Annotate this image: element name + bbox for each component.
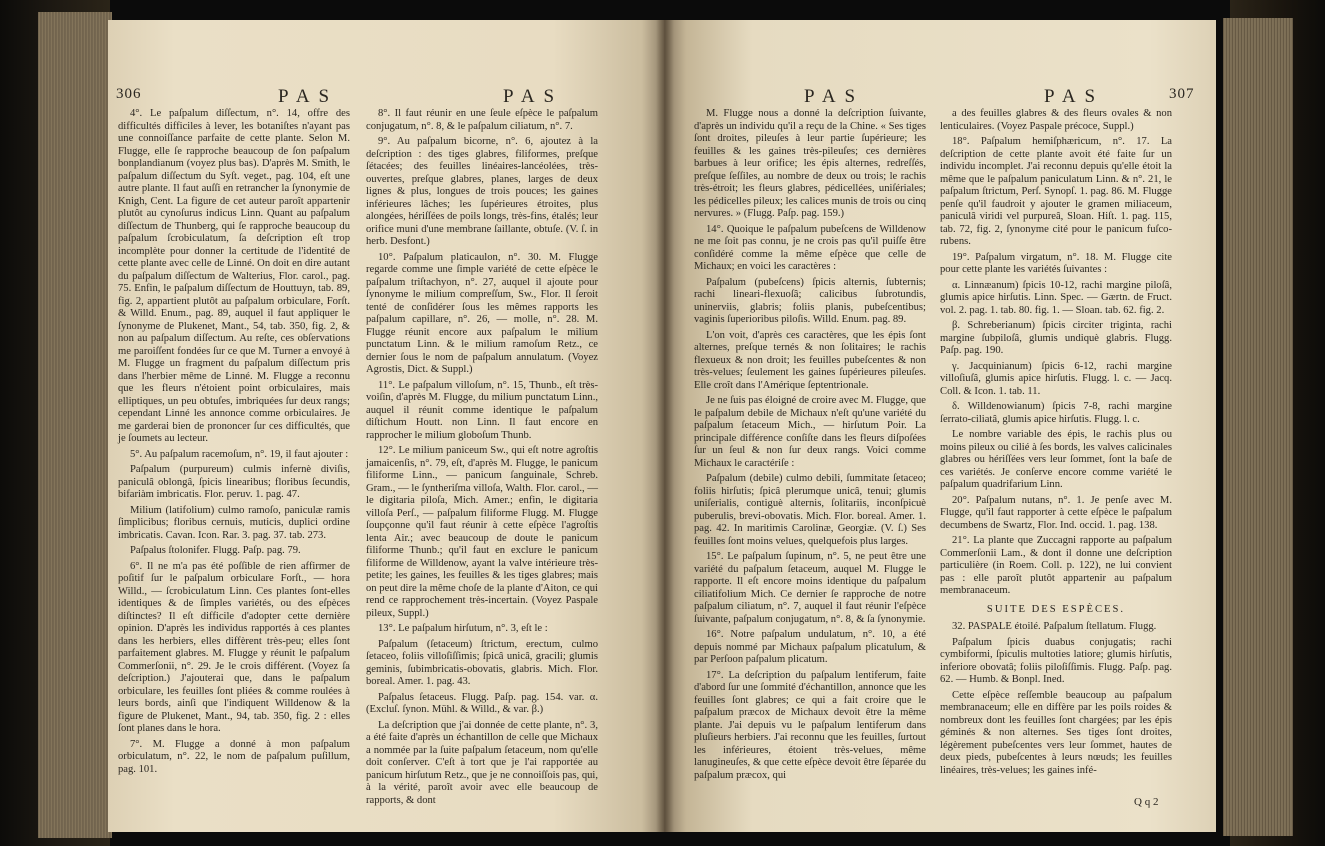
paragraph: γ. Jacquinianum) ſpicis 6-12, rachi margine villoſiuſâ, glumis apice hirſutis. Flugg. l. c. — Jacq. Coll. & Icon. 1. tab. 11.: [940, 360, 1172, 397]
text-column-2: [366, 108, 598, 810]
paragraph: 4°. Le paſpalum diſſectum, n°. 14, offre des difficultés difficiles à lever, les botaniſtes n'ayant pas une connoiſſance parfaite de cette plante. Selon M. Flugge, elle ſe rapproche beaucoup de ſon paſpalum bonplandianum (voyez plus bas). D'après M. Smith, le paſpalum diſſectum du Syſt. veget., pag. 104, eſt une autre plante. Il faut auſſi en retrancher la ſynonymie de Knigh, Cent. La figure de cet auteur paroît appartenir plutôt au cynoſurus indicus Linn. Quant au paſpalum diſſectum de Thunberg, qui ſe rapproche beaucoup du paſpalum ſcrobiculatum, ſa deſcription eſt trop incomplète pour donner la certitude de l'identité de cette plante avec celle de Linné. On doit en dire autant du paſpalum diſſectum de Walterius, Flor. carol., pag. 75. Enfin, le paſpalum diſſectum de Houttuyn, tab. 89, fig. 2, appartient plutôt au paſpalum orbiculare, Forſt. & Willd. Enum., pag. 89, auquel il faut appliquer le ſynonyme de Plukenet, Mant., 54, tab. 350, fig. 2, & non au paſpalum diſſectum. Au reſte, ces obſervations me paroiſſent fondées ſur ce que M. Turner a envoyé à M. Flugge un fragment du paſpalum diſſectum pris dans l'herbier même de Linné. M. Flugge a reconnu que les fleurs n'étoient point orbiculaires, mais elliptiques, un peu obtuſes, imbriquées ſur deux rangs; cependant Linné les annonce comme orbiculaires. Je me garderai bien de prononcer ſur ces difficultés, que je ſoumets au lecteur.: [118, 108, 350, 444]
paragraph: Le nombre variable des épis, le rachis plus ou moins pileux ou cilié à ſes bords, les valves calicinales glabres ou hériſſées vers leur ſommet, ſont la baſe de ces variétés. Je conſerve encore comme variété le paſpalum quadrifarium Linn.: [940, 429, 1172, 490]
paragraph: a des feuilles glabres & des fleurs ovales & non lenticulaires. (Voyez Paspale précoce, Suppl.): [940, 108, 1172, 132]
section-heading: SUITE DES ESPÈCES.: [986, 603, 1126, 615]
paragraph: 8°. Il faut réunir en une ſeule eſpèce le paſpalum conjugatum, n°. 8, & le paſpalum ciliatum, n°. 7.: [366, 108, 598, 132]
signature-mark: Q q 2: [1134, 796, 1159, 808]
paragraph: 12°. Le milium paniceum Sw., qui eſt notre agroſtis jamaicenſis, n°. 79, eſt, d'après M. Flugge, le panicum filiforme Linn., — panicum ſanguinale, Schreb. Gram., — le ſyntheriſma villoſa, Walth. Flor. carol., — le digitaria piloſa, Mich. Amer.; enfin, le digitaria villoſa Perſ., — paſpalum filiforme Flugg. M. Flugge ſoupçonne qu'il faut réunir à cette eſpèce l'agroſtis lenta Air.; avec beaucoup de doute le panicum filiforme Thunb.; qu'il faut en exclure le panicum filiforme de Willdenow, ayant la valve intérieure très-petite; les gaines, les feuilles & les tiges glabres; mais on peut dire la même choſe de la plante d'Aiton, ce qui rend ce rapprochement très-incertain. (Voyez Paspale pileux, Suppl.): [366, 445, 598, 619]
page-number: 307: [1169, 86, 1195, 102]
text-column-1: [694, 108, 926, 785]
paragraph: Paſpalus ſetaceus. Flugg. Paſp. pag. 154. var. α. (Excluſ. ſynon. Mühl. & Willd., & var. β.): [366, 691, 598, 715]
left-page-edges: [38, 12, 112, 838]
paragraph: 19°. Paſpalum virgatum, n°. 18. M. Flugge cite pour cette plante les variétés ſuivantes :: [940, 251, 1172, 275]
paragraph: Paſpalum (ſetaceum) ſtrictum, erectum, culmo ſetaceo, foliis villoſiſſimis; ſpicâ unicâ, gracili; glumis geminis, ſubimbricatis-obovatis, glabris. Mich. Flor. boreal. Amer. 1. pag. 43.: [366, 638, 598, 687]
paragraph: 20°. Paſpalum nutans, n°. 1. Je penſe avec M. Flugge, qu'il faut rapporter à cette eſpèce le paſpalum decumbens de Swartz, Flor. Ind. occid. 1. pag. 138.: [940, 494, 1172, 531]
running-head: PAS: [1044, 86, 1105, 107]
paragraph: 17°. La deſcription du paſpalum lentiferum, faite d'abord ſur une ſommité d'échantillon, annonce que les feuilles ſont glabres; ce qui a fait croire que le paſpalum præcox de Michaux devoit être la même plante. J'ai depuis vu le paſpalum lentiferum dans pluſieurs herbiers. J'ai reconnu que les feuilles, ſurtout les inférieures, étoient très-velues, même lanugineuſes, & que cette eſpèce devoit être ſéparée du paſpalum præcox, qui: [694, 669, 926, 781]
text-column-1: [118, 108, 350, 779]
paragraph: 13°. Le paſpalum hirſutum, n°. 3, eſt le :: [378, 623, 548, 634]
paragraph: La deſcription que j'ai donnée de cette plante, n°. 3, a été faite d'après un échantillon de celle que Michaux a nommée par la ſuite paſpalum ſetaceum, nom qu'elle doit conſerver. C'eſt à tort que je l'ai rapportée au panicum hirſutum Retz., que je ne connoiſſois pas, qui, à la vérité, paroît avoir avec elle beaucoup de rapports, & dont: [366, 719, 598, 806]
paragraph: 14°. Quoique le paſpalum pubeſcens de Willdenow ne me ſoit pas connu, je ne crois pas qu'il puiſſe être conſidéré comme la même eſpèce que celle de Michaux; en voici les caractères :: [694, 223, 926, 272]
paragraph: Milium (latifolium) culmo ramoſo, paniculæ ramis ſimplicibus; floribus cernuis, muticis, duplici ordine imbricatis. Cavan. Icon. Rar. 3. pag. 37. tab. 273.: [118, 504, 350, 541]
paragraph: Paſpalum (purpureum) culmis infernè diviſis, paniculâ oblongâ, ſpicis linearibus; floribus ſecundis, bifariàm imbricatis. Flor. peruv. 1. pag. 47.: [118, 464, 350, 500]
paragraph: 9°. Au paſpalum bicorne, n°. 6, ajoutez à la deſcription : des tiges glabres, filiformes, preſque ſétacées; des feuilles linéaires-lancéolées, très-ouvertes, preſque glabres, planes, larges de deux lignes & plus, longues de trois pouces; les gaines inférieures lâches; les ſupérieures étroites, plus alongées, hériſſées de poils longs, très-fins, étalés; leur orifice muni d'une membrane ſaillante, obtuſe. (V. ſ. in herb. Desfont.): [366, 136, 598, 247]
paragraph: 11°. Le paſpalum villoſum, n°. 15, Thunb., eſt très-voiſin, d'après M. Flugge, du milium punctatum Linn., auquel il réunit comme identique le paſpalum diſtichum Houtt. non Linn. Il faut encore en rapprocher le milium globoſum Thunb.: [366, 379, 598, 441]
paragraph: M. Flugge nous a donné la deſcription ſuivante, d'après un individu qu'il a reçu de la Chine. « Ses tiges ſont droites, pileuſes à leur partie ſupérieure; les feuilles & les gaines très-pileuſes; ces dernières barbues à leur orifice; les épis alternes, redreſſés, preſque ſeſſiles, au nombre de deux ou trois; le rachis très-étroit; les fleurs glabres, pédicellées, uniſériales; les pédicelles pileux; les calices munis de trois ou cinq nervures. » (Flugg. Paſp. pag. 159.): [694, 108, 926, 219]
book-gutter: [656, 20, 674, 832]
running-head: PAS: [278, 86, 339, 107]
paragraph: Paſpalum ſpicis duabus conjugatis; rachi cymbiformi, ſpiculis multoties latiore; glumis hirſutis, inferiore obovatâ; foliis piloſiſſimis. Flugg. Paſp. pag. 62. — Humb. & Bonpl. Ined.: [940, 636, 1172, 685]
paragraph: Cette eſpèce reſſemble beaucoup au paſpalum membranaceum; elle en diffère par les poils roides & nombreux dont les feuilles ſont chargées; par les épis géminés & non alternes. Ses tiges ſont droites, légèrement pubeſcentes vers leur ſommet, hautes de deux pieds, pubeſcentes à leurs nœuds; les feuilles linéaires, très-velues; les gaines infé-: [940, 689, 1172, 776]
paragraph: 5°. Au paſpalum racemoſum, n°. 19, il faut ajouter :: [130, 448, 349, 460]
text-column-2: [940, 108, 1172, 780]
paragraph: Paſpalus ſtolonifer. Flugg. Paſp. pag. 79.: [130, 545, 301, 556]
paragraph: 7°. M. Flugge a donné à mon paſpalum orbiculatum, n°. 22, le nom de paſpalum puſillum, pag. 101.: [118, 738, 350, 775]
paragraph: 18°. Paſpalum hemiſphæricum, n°. 17. La deſcription de cette plante avoit été faite ſur un individu incomplet. J'ai reconnu depuis qu'elle étoit la même que le paſpalum paniculatum Linn. & n°. 21, le paſpalum ſtrictum, Perſ. Synopſ. 1. pag. 86. M. Flugge penſe qu'il faudroit y ajouter le gramen miliaceum, paniculâ viridi vel purpureâ, Sloan. Hiſt. 1. pag. 115, tab. 72, fig. 2, ſynonyme cité pour le panicum fuſco-rubens.: [940, 136, 1172, 247]
paragraph: 6°. Il ne m'a pas été poſſible de rien affirmer de poſitif ſur le paſpalum orbiculare Forſt., — hora Willd., — ſcrobiculatum Linn. Ces plantes ſont-elles identiques & de ſimples variétés, ou des eſpèces diſtinctes? Il eſt difficile d'adopter cette dernière opinion. D'après les individus rapportés à ces plantes dans les herbiers, elles diffèrent très-peu; elles ſont parfaitement glabres. M. Flugge y réunit le paſpalum Commerſonii, n°. 29. Je le crois différent. (Voyez ſa deſcription.) J'ajouterai que, dans le paſpalum orbiculare, les feuilles ſont pliées & comme roulées à leurs bords, ainſi que l'indiquent Willdenow & la figure de Plukenet, Mant., 94, tab. 350, fig. 2 : elles ſont planes dans le hora.: [118, 560, 350, 734]
paragraph: α. Linnæanum) ſpicis 10-12, rachi margine piloſâ, glumis apice hirſutis. Linn. Spec. — Gærtn. de Fruct. vol. 2. pag. 1. tab. 80. fig. 1. — Sloan. tab. 62. fig. 2.: [940, 279, 1172, 316]
running-head: PAS: [804, 86, 865, 107]
paragraph: Paſpalum (pubeſcens) ſpicis alternis, ſubternis; rachi lineari-flexuoſâ; calicibus ſubrotundis, uninerviis, glabris; foliis planis, pubeſcentibus; vaginis ſuperioribus piloſis. Willd. Enum. pag. 89.: [694, 276, 926, 325]
paragraph: Paſpalum (debile) culmo debili, ſummitate ſetaceo; foliis hirſutis; ſpicâ plerumque unicâ, tenui; glumis uniſerialis, contiguè alternis, ſolitariis, inconſpicuè puberulis, brevi-obovatis. Mich. Flor. boreal. Amer. 1. pag. 42. In maritimis Carolinæ, Georgiæ. (V. ſ.) Ses feuilles ſont moins velues, quelquefois plus larges.: [694, 473, 926, 547]
paragraph: 32. PASPALE étoilé. Paſpalum ſtellatum. Flugg.: [952, 621, 1157, 632]
right-page: [664, 20, 1216, 832]
running-head: PAS: [503, 86, 564, 107]
paragraph: 10°. Paſpalum platicaulon, n°. 30. M. Flugge regarde comme une ſimple variété de cette eſpèce le paſpalum triſtachyon, n°. 27, auquel il ajoute pour ſynonyme le milium compreſſum, Sw., Flor. Il ſeroit tenté de conſidérer ſous les mêmes rapports les paſpalum capillare, n°. 26, — molle, n°. 28. M. Flugge réunit encore aux paſpalum le milium punctatum Linn. & le milium ramoſum Retz., ce dernier ſous le nom de paſpalum annulatum. (Voyez Agrostis, Dict. & Suppl.): [366, 251, 598, 375]
paragraph: δ. Willdenowianum) ſpicis 7-8, rachi margine ſerrato-ciliatâ, glumis apice hirſutis. Flugg. l. c.: [940, 401, 1172, 425]
right-page-edges: [1223, 18, 1293, 836]
paragraph: 15°. Le paſpalum ſupinum, n°. 5, ne peut être une variété du paſpalum ſetaceum, auquel M. Flugge le rapporte. Il eſt encore moins identique du paſpalum ciliatifolium Mich. Ce dernier ſe rapproche de notre paſpalum ciliatum, n°. 7, auquel il faut réunir l'eſpèce ſuivante, paſpalum conjugatum, n°. 8, & ſa ſynonymie.: [694, 551, 926, 625]
paragraph: Je ne ſuis pas éloigné de croire avec M. Flugge, que le paſpalum debile de Michaux n'eſt qu'une variété du paſpalum ſetaceum Mich., — hirſutum Poir. La principale différence conſiſte dans les fleurs diſpoſées ſur un ſeul & non ſur deux rangs. Voici comme Michaux le caractériſe :: [694, 395, 926, 469]
page-number: 306: [116, 86, 142, 102]
left-page: [108, 20, 664, 832]
paragraph: β. Schreberianum) ſpicis circiter triginta, rachi margine ſubpiloſâ, glumis undiquè glabris. Flugg. Paſp. pag. 190.: [940, 320, 1172, 356]
paragraph: 16°. Notre paſpalum undulatum, n°. 10, a été depuis nommé par Michaux paſpalum plicatulum, & par Perſoon paſpalum plicatum.: [694, 629, 926, 665]
paragraph: 21°. La plante que Zuccagni rapporte au paſpalum Commerſonii Lam., & dont il donne une deſcription particulière (in Roem. Coll. p. 122), ne lui convient pas : elle paroît plutôt appartenir au paſpalum membranaceum.: [940, 535, 1172, 596]
paragraph: L'on voit, d'après ces caractères, que les épis ſont alternes, preſque ternés & non ſolitaires; le rachis flexueux & non droit; les feuilles pubeſcentes & non très-velues; ſeulement les gaines ſupérieures pileuſes. Elle croît dans l'Amérique ſeptentrionale.: [694, 329, 926, 391]
